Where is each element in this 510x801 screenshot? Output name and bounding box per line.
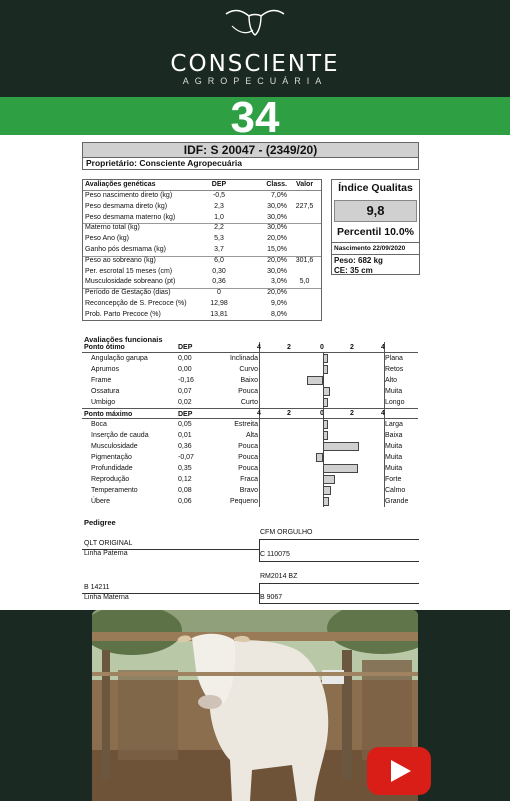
functional-right: Grande <box>385 498 409 505</box>
functional-right: Muita <box>385 454 403 461</box>
header <box>0 0 510 97</box>
genetic-row <box>83 234 321 245</box>
pedigree-sire-line: Linha Paterna <box>84 550 128 557</box>
functional-left: Pequeno <box>229 498 258 505</box>
functional-bar <box>316 453 323 462</box>
functional-dep: 0,07 <box>178 388 192 395</box>
genetic-label: Peso nascimento direto (kg) <box>85 192 173 199</box>
scale-tick-label: 0 <box>320 410 324 417</box>
optimal-header-dep: DEP <box>178 344 193 351</box>
functional-label: Angulação garupa <box>91 355 148 362</box>
scale-tick-label: 0 <box>320 344 324 351</box>
functional-bar <box>323 486 331 495</box>
functional-right: Retos <box>385 366 404 373</box>
functional-left: Pouca <box>238 388 258 395</box>
functional-bar <box>323 442 359 451</box>
genetic-row <box>83 223 321 234</box>
functional-label: Pigmentação <box>91 454 132 461</box>
genetic-dep: 0 <box>217 289 221 297</box>
functional-dep: -0,16 <box>178 377 194 384</box>
genetic-value: 5,0 <box>299 278 310 286</box>
functional-bar <box>323 354 328 363</box>
scale-tick-label: 2 <box>350 410 354 417</box>
functional-dep: 0,00 <box>178 355 192 362</box>
genetic-value: 227,5 <box>295 202 314 210</box>
qualitas-percentil: Percentil 10.0% <box>336 226 415 238</box>
genetic-label: Período de Gestação (dias) <box>85 289 171 297</box>
qualitas-divider <box>332 254 419 255</box>
pedigree-dam-dam: B 9067 <box>260 594 283 601</box>
functional-left: Alta <box>245 432 258 439</box>
genetic-dep: 2,2 <box>214 224 224 232</box>
pedigree-dam: B 14211 <box>84 584 110 591</box>
genetic-row <box>83 299 321 310</box>
functional-dep: -0,07 <box>178 454 194 461</box>
genetic-label: Materno total (kg) <box>85 224 140 232</box>
functional-left: Pouca <box>238 443 258 450</box>
genetic-class: 15,0% <box>267 246 287 253</box>
functional-left: Curvo <box>239 366 258 373</box>
animal-idf: IDF: S 20047 - (2349/20) <box>82 142 419 158</box>
functional-dep: 0,02 <box>178 399 192 406</box>
pedigree-title: Pedigree <box>84 518 116 527</box>
animal-ce: CE: 35 cm <box>334 266 373 275</box>
youtube-play-icon[interactable] <box>367 747 431 795</box>
genetic-header-value: Valor <box>295 181 314 188</box>
genetic-row <box>83 288 321 299</box>
genetic-label: Peso Ano (kg) <box>85 235 129 243</box>
genetic-label: Musculosidade sobreano (pt) <box>85 278 176 286</box>
pedigree-sire-dam: C 110075 <box>260 551 290 558</box>
lot-number: 34 <box>230 93 280 142</box>
animal-owner: Proprietário: Consciente Agropecuária <box>82 158 419 170</box>
functional-bar <box>323 475 335 484</box>
functional-right: Plana <box>385 355 403 362</box>
genetic-row <box>83 202 321 213</box>
genetic-dep: -0,5 <box>212 192 226 199</box>
functional-bar <box>323 464 358 473</box>
play-triangle-icon <box>391 760 411 782</box>
pedigree-line <box>259 583 419 584</box>
pedigree-sire-sire: CFM ORGULHO <box>260 529 313 536</box>
genetic-header <box>83 180 321 191</box>
scale-tick-label: 4 <box>381 410 385 417</box>
maximum-header-dep: DEP <box>178 411 193 418</box>
functional-left: Bravo <box>239 487 258 494</box>
pedigree-line <box>259 539 419 540</box>
bull-head-icon <box>222 4 288 38</box>
genetic-dep: 2,3 <box>214 202 224 210</box>
functional-label: Inserção de cauda <box>91 432 149 439</box>
functional-label: Temperamento <box>91 487 138 494</box>
brand-name: CONSCIENTE <box>170 51 340 77</box>
functional-dep: 0,12 <box>178 476 192 483</box>
genetic-header-dep: DEP <box>211 181 227 188</box>
functional-bar <box>323 387 330 396</box>
functional-dep: 0,08 <box>178 487 192 494</box>
functional-bar <box>323 497 329 506</box>
genetic-header-label: Avaliações genéticas <box>85 181 156 188</box>
functional-right: Alto <box>385 377 398 384</box>
genetic-row <box>83 277 321 288</box>
functional-left: Baixo <box>240 377 258 384</box>
genetic-class: 20,0% <box>267 289 287 297</box>
functional-table <box>82 342 418 507</box>
functional-label: Musculosidade <box>91 443 138 450</box>
functional-bar <box>323 365 328 374</box>
functional-dep: 0,06 <box>178 498 192 505</box>
genetic-label: Reconcepção de S. Precoce (%) <box>85 300 187 307</box>
genetic-class: 9,0% <box>271 300 287 307</box>
optimal-header-label: Ponto ótimo <box>84 344 125 351</box>
maximum-header-label: Ponto máximo <box>84 411 133 418</box>
qualitas-divider <box>332 242 419 243</box>
pedigree-dam-sire: RM2014 BZ <box>260 573 298 580</box>
genetic-class: 20,0% <box>267 235 287 243</box>
genetic-dep: 6,0 <box>214 256 224 264</box>
functional-dep: 0,35 <box>178 465 192 472</box>
genetic-row <box>83 267 321 278</box>
functional-right: Muita <box>385 465 403 472</box>
brand-subtitle: AGROPECUÁRIA <box>182 76 328 86</box>
functional-bar <box>323 431 328 440</box>
genetic-label: Ganho pós desmama (kg) <box>85 246 166 253</box>
genetic-class: 3,0% <box>271 278 287 286</box>
scale-tick-label: 4 <box>257 410 261 417</box>
functional-scale <box>259 342 385 507</box>
scale-tick-label: 2 <box>287 344 291 351</box>
genetic-row <box>83 245 321 256</box>
functional-label: Aprumos <box>91 366 120 373</box>
functional-dep: 0,36 <box>178 443 192 450</box>
genetic-label: Per. escrotal 15 meses (cm) <box>85 267 173 275</box>
scale-tick-label: 2 <box>287 410 291 417</box>
functional-label: Úbere <box>91 498 111 505</box>
genetic-dep: 13,81 <box>210 310 228 318</box>
genetic-row <box>83 256 321 267</box>
genetic-row <box>83 191 321 202</box>
functional-right: Longo <box>385 399 405 406</box>
functional-right: Muita <box>385 443 403 450</box>
genetic-class: 30,0% <box>267 202 287 210</box>
genetic-row <box>83 213 321 224</box>
genetic-label: Peso desmama direto (kg) <box>85 202 168 210</box>
functional-bar <box>323 398 328 407</box>
functional-right: Baixa <box>385 432 403 439</box>
genetic-label: Peso desmama materno (kg) <box>85 213 176 221</box>
functional-right: Forte <box>385 476 402 483</box>
qualitas-title: Índice Qualitas <box>338 182 413 194</box>
birth-date: Nascimento 22/09/2020 <box>334 245 406 252</box>
qualitas-box <box>331 179 420 275</box>
functional-dep: 0,05 <box>178 421 192 428</box>
functional-title: Avaliações funcionais <box>84 335 163 344</box>
scale-tick-label: 4 <box>381 344 385 351</box>
genetic-class: 8,0% <box>271 310 287 318</box>
genetic-dep: 1,0 <box>214 213 224 221</box>
functional-right: Muita <box>385 388 403 395</box>
genetic-dep: 12,98 <box>210 300 228 307</box>
functional-dep: 0,00 <box>178 366 192 373</box>
genetic-class: 30,0% <box>267 267 287 275</box>
genetic-label: Prob. Parto Precoce (%) <box>85 310 161 318</box>
functional-label: Boca <box>91 421 107 428</box>
functional-bar <box>307 376 323 385</box>
functional-label: Profundidade <box>91 465 133 472</box>
functional-label: Reprodução <box>91 476 130 483</box>
functional-left: Pouca <box>238 454 258 461</box>
genetic-class: 30,0% <box>267 224 287 232</box>
functional-left: Estreita <box>234 421 258 428</box>
scale-tick-label: 4 <box>257 344 261 351</box>
genetic-dep: 0,36 <box>212 278 226 286</box>
functional-right: Calmo <box>385 487 406 494</box>
functional-dep: 0,01 <box>178 432 192 439</box>
genetic-dep: 0,30 <box>212 267 226 275</box>
genetic-class: 20,0% <box>267 256 287 264</box>
pedigree-line <box>259 561 419 562</box>
scale-tick-label: 2 <box>350 344 354 351</box>
genetic-value: 301,6 <box>295 256 314 264</box>
pedigree-line <box>259 603 419 604</box>
pedigree-sire: QLT ORIGINAL <box>84 540 133 547</box>
functional-right: Larga <box>385 421 403 428</box>
genetic-header-class: Class. <box>266 181 287 188</box>
functional-label: Ossatura <box>91 388 120 395</box>
functional-left: Fraca <box>240 476 258 483</box>
functional-label: Umbigo <box>91 399 116 406</box>
functional-left: Pouca <box>238 465 258 472</box>
genetic-class: 7,0% <box>271 192 287 199</box>
genetic-label: Peso ao sobreano (kg) <box>85 256 156 264</box>
pedigree-dam-line: Linha Materna <box>84 594 129 601</box>
genetic-table <box>82 179 322 321</box>
animal-weight: Peso: 682 kg <box>334 256 383 265</box>
functional-left: Curto <box>240 399 258 406</box>
qualitas-value: 9,8 <box>334 200 417 222</box>
genetic-dep: 3,7 <box>214 246 224 253</box>
genetic-class: 30,0% <box>267 213 287 221</box>
functional-left: Inclinada <box>229 355 258 362</box>
genetic-dep: 5,3 <box>214 235 224 243</box>
functional-label: Frame <box>91 377 112 384</box>
functional-bar <box>323 420 328 429</box>
genetic-row <box>83 310 321 321</box>
